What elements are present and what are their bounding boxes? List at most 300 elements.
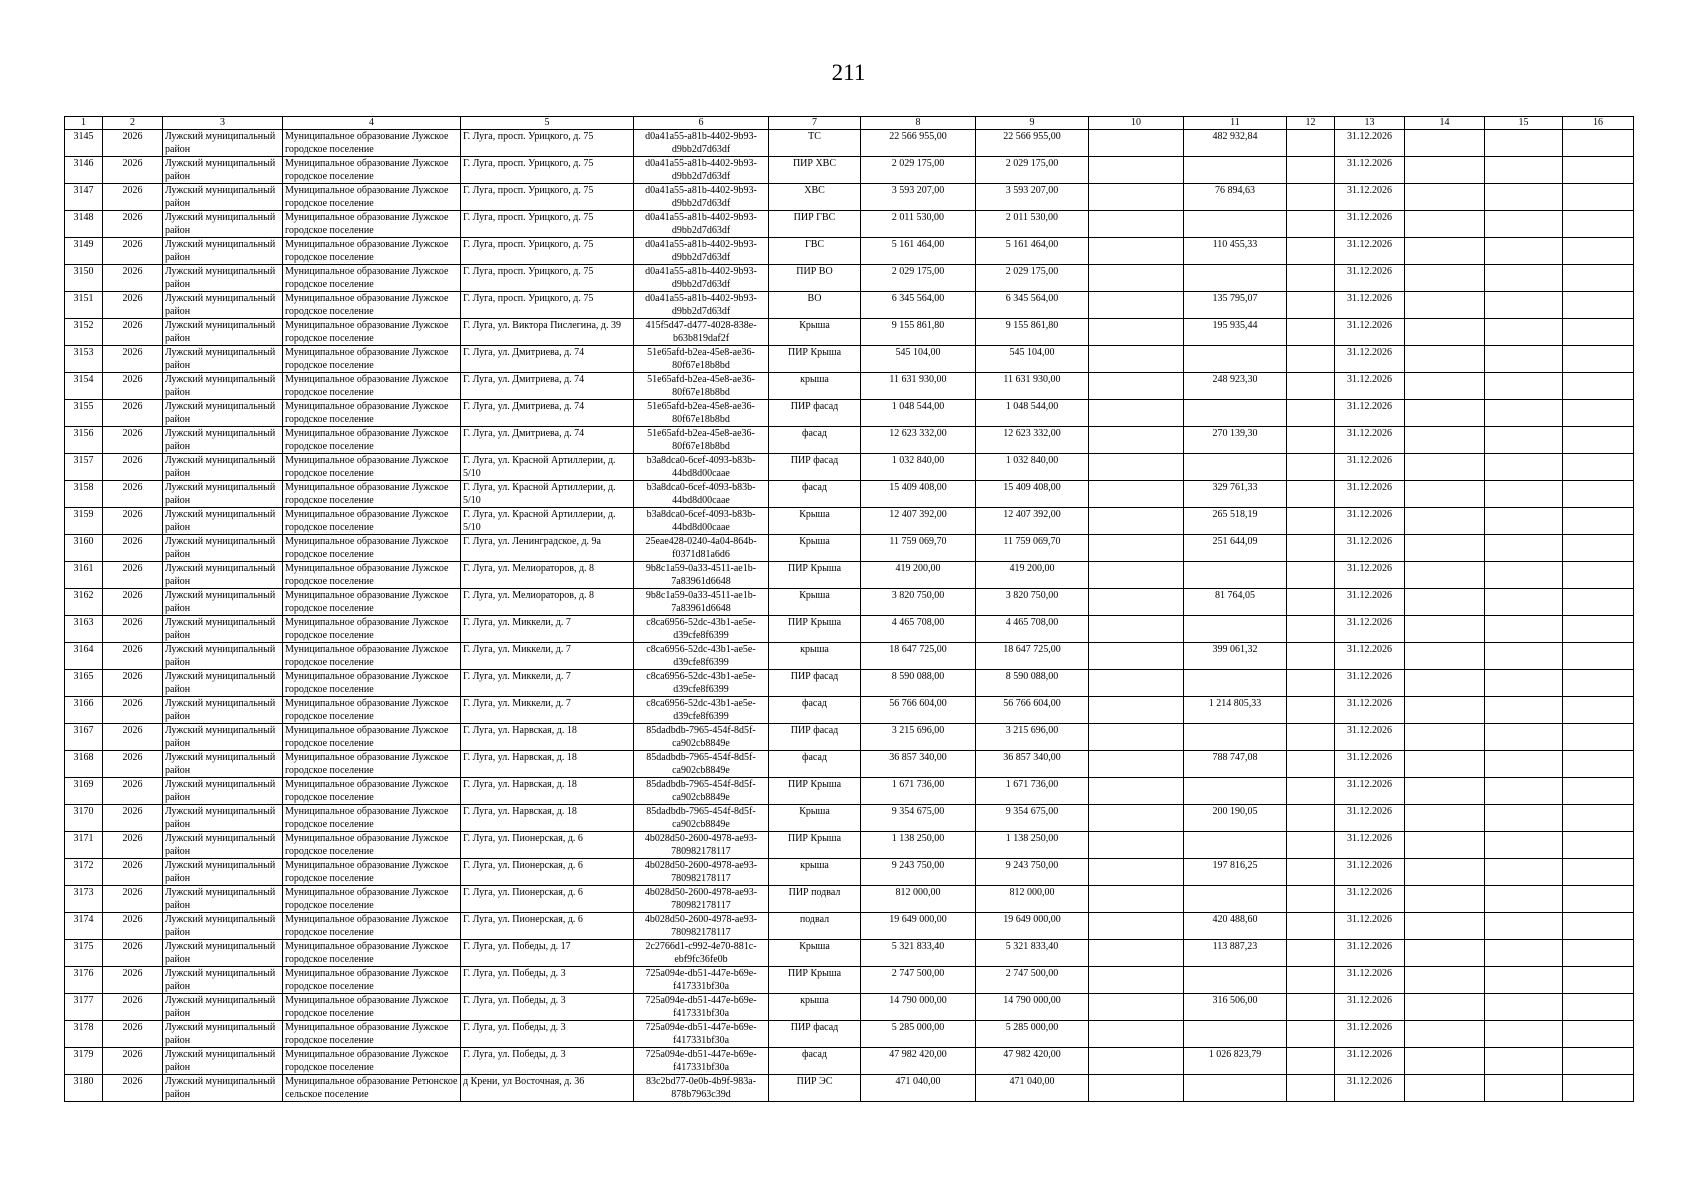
col14-cell	[1405, 616, 1485, 643]
col16-cell	[1563, 427, 1634, 454]
cost-fund-cell: 11 631 930,00	[976, 373, 1089, 400]
year-cell: 2026	[103, 643, 163, 670]
cost-fund-cell: 3 215 696,00	[976, 724, 1089, 751]
row-number: 3157	[65, 454, 103, 481]
address-cell: Г. Луга, ул. Победы, д. 3	[461, 967, 634, 994]
column-header: 1	[65, 117, 103, 130]
deadline-cell: 31.12.2026	[1335, 319, 1405, 346]
col16-cell	[1563, 1048, 1634, 1075]
col16-cell	[1563, 238, 1634, 265]
col11-cell	[1184, 346, 1287, 373]
house-guid-cell: c8ca6956-52dc-43b1-ae5e-d39cfe8f6399	[634, 697, 769, 724]
col10-cell	[1089, 832, 1184, 859]
col10-cell	[1089, 346, 1184, 373]
work-type-cell: фасад	[769, 697, 861, 724]
municipality-cell: Муниципальное образование Лужское городское поселение	[283, 967, 461, 994]
table-row	[65, 535, 1634, 562]
col16-cell	[1563, 373, 1634, 400]
address-cell: Г. Луга, ул. Миккели, д. 7	[461, 643, 634, 670]
cost-total-cell: 18 647 725,00	[861, 643, 976, 670]
work-type-cell: фасад	[769, 481, 861, 508]
col14-cell	[1405, 157, 1485, 184]
house-guid-cell: 4b028d50-2600-4978-ae93-780982178117	[634, 859, 769, 886]
house-guid-cell: 725a094e-db51-447e-b69e-f417331bf30a	[634, 1048, 769, 1075]
col12-cell	[1287, 670, 1335, 697]
municipality-cell: Муниципальное образование Лужское городское поселение	[283, 211, 461, 238]
cost-total-cell: 2 747 500,00	[861, 967, 976, 994]
table-row	[65, 778, 1634, 805]
district-cell: Лужский муниципальный район	[163, 130, 283, 157]
row-number: 3159	[65, 508, 103, 535]
table-row	[65, 400, 1634, 427]
table-body	[65, 130, 1634, 1102]
deadline-cell: 31.12.2026	[1335, 670, 1405, 697]
cost-total-cell: 5 285 000,00	[861, 1021, 976, 1048]
house-guid-cell: c8ca6956-52dc-43b1-ae5e-d39cfe8f6399	[634, 616, 769, 643]
work-type-cell: подвал	[769, 913, 861, 940]
col15-cell	[1485, 1075, 1563, 1102]
cost-total-cell: 2 011 530,00	[861, 211, 976, 238]
year-cell: 2026	[103, 589, 163, 616]
col11-cell	[1184, 616, 1287, 643]
house-guid-cell: 51e65afd-b2ea-45e8-ae36-80f67e18b8bd	[634, 427, 769, 454]
col16-cell	[1563, 724, 1634, 751]
cost-fund-cell: 47 982 420,00	[976, 1048, 1089, 1075]
table-row	[65, 346, 1634, 373]
work-type-cell: крыша	[769, 373, 861, 400]
row-number: 3158	[65, 481, 103, 508]
col10-cell	[1089, 157, 1184, 184]
col10-cell	[1089, 751, 1184, 778]
col10-cell	[1089, 616, 1184, 643]
col10-cell	[1089, 454, 1184, 481]
house-guid-cell: 85dadbdb-7965-454f-8d5f-ca902cb8849e	[634, 805, 769, 832]
address-cell: Г. Луга, ул. Нарвская, д. 18	[461, 751, 634, 778]
table-row	[65, 130, 1634, 157]
col10-cell	[1089, 292, 1184, 319]
work-type-cell: ПИР ЭС	[769, 1075, 861, 1102]
address-cell: Г. Луга, ул. Нарвская, д. 18	[461, 724, 634, 751]
col11-cell: 200 190,05	[1184, 805, 1287, 832]
house-guid-cell: 4b028d50-2600-4978-ae93-780982178117	[634, 913, 769, 940]
municipality-cell: Муниципальное образование Лужское городское поселение	[283, 400, 461, 427]
address-cell: Г. Луга, ул. Нарвская, д. 18	[461, 805, 634, 832]
work-type-cell: ПИР Крыша	[769, 346, 861, 373]
col12-cell	[1287, 373, 1335, 400]
municipality-cell: Муниципальное образование Лужское городское поселение	[283, 454, 461, 481]
col12-cell	[1287, 778, 1335, 805]
municipality-cell: Муниципальное образование Лужское городское поселение	[283, 427, 461, 454]
row-number: 3160	[65, 535, 103, 562]
col16-cell	[1563, 346, 1634, 373]
col11-cell	[1184, 454, 1287, 481]
address-cell: Г. Луга, ул. Миккели, д. 7	[461, 670, 634, 697]
address-cell: Г. Луга, ул. Виктора Пислегина, д. 39	[461, 319, 634, 346]
house-guid-cell: d0a41a55-a81b-4402-9b93-d9bb2d7d63df	[634, 265, 769, 292]
house-guid-cell: d0a41a55-a81b-4402-9b93-d9bb2d7d63df	[634, 292, 769, 319]
house-guid-cell: 25eae428-0240-4a04-864b-f0371d81a6d6	[634, 535, 769, 562]
house-guid-cell: 4b028d50-2600-4978-ae93-780982178117	[634, 832, 769, 859]
work-type-cell: ПИР Крыша	[769, 562, 861, 589]
col10-cell	[1089, 535, 1184, 562]
col14-cell	[1405, 859, 1485, 886]
year-cell: 2026	[103, 130, 163, 157]
district-cell: Лужский муниципальный район	[163, 751, 283, 778]
district-cell: Лужский муниципальный район	[163, 913, 283, 940]
col10-cell	[1089, 319, 1184, 346]
col11-cell: 81 764,05	[1184, 589, 1287, 616]
col15-cell	[1485, 670, 1563, 697]
col12-cell	[1287, 1075, 1335, 1102]
col10-cell	[1089, 130, 1184, 157]
work-type-cell: крыша	[769, 643, 861, 670]
col11-cell: 195 935,44	[1184, 319, 1287, 346]
year-cell: 2026	[103, 832, 163, 859]
house-guid-cell: c8ca6956-52dc-43b1-ae5e-d39cfe8f6399	[634, 643, 769, 670]
col10-cell	[1089, 1075, 1184, 1102]
year-cell: 2026	[103, 481, 163, 508]
row-number: 3152	[65, 319, 103, 346]
col10-cell	[1089, 778, 1184, 805]
work-type-cell: крыша	[769, 994, 861, 1021]
table-row	[65, 751, 1634, 778]
col15-cell	[1485, 373, 1563, 400]
col15-cell	[1485, 319, 1563, 346]
row-number: 3150	[65, 265, 103, 292]
col16-cell	[1563, 481, 1634, 508]
cost-fund-cell: 9 155 861,80	[976, 319, 1089, 346]
deadline-cell: 31.12.2026	[1335, 373, 1405, 400]
col11-cell	[1184, 670, 1287, 697]
row-number: 3175	[65, 940, 103, 967]
col12-cell	[1287, 859, 1335, 886]
row-number: 3163	[65, 616, 103, 643]
col11-cell: 788 747,08	[1184, 751, 1287, 778]
col14-cell	[1405, 697, 1485, 724]
house-guid-cell: 415f5d47-d477-4028-838e-b63b819daf2f	[634, 319, 769, 346]
district-cell: Лужский муниципальный район	[163, 994, 283, 1021]
table-row	[65, 238, 1634, 265]
cost-fund-cell: 545 104,00	[976, 346, 1089, 373]
cost-fund-cell: 22 566 955,00	[976, 130, 1089, 157]
col11-cell	[1184, 724, 1287, 751]
col15-cell	[1485, 751, 1563, 778]
col16-cell	[1563, 643, 1634, 670]
col14-cell	[1405, 670, 1485, 697]
col16-cell	[1563, 751, 1634, 778]
row-number: 3162	[65, 589, 103, 616]
district-cell: Лужский муниципальный район	[163, 643, 283, 670]
cost-total-cell: 2 029 175,00	[861, 265, 976, 292]
table-row	[65, 832, 1634, 859]
col11-cell: 316 506,00	[1184, 994, 1287, 1021]
deadline-cell: 31.12.2026	[1335, 832, 1405, 859]
cost-fund-cell: 9 243 750,00	[976, 859, 1089, 886]
year-cell: 2026	[103, 157, 163, 184]
deadline-cell: 31.12.2026	[1335, 967, 1405, 994]
col14-cell	[1405, 940, 1485, 967]
work-type-cell: Крыша	[769, 535, 861, 562]
col14-cell	[1405, 265, 1485, 292]
col15-cell	[1485, 1021, 1563, 1048]
col14-cell	[1405, 130, 1485, 157]
cost-total-cell: 11 759 069,70	[861, 535, 976, 562]
deadline-cell: 31.12.2026	[1335, 1021, 1405, 1048]
col15-cell	[1485, 589, 1563, 616]
col12-cell	[1287, 481, 1335, 508]
cost-total-cell: 15 409 408,00	[861, 481, 976, 508]
address-cell: Г. Луга, ул. Мелиораторов, д. 8	[461, 589, 634, 616]
row-number: 3170	[65, 805, 103, 832]
col15-cell	[1485, 157, 1563, 184]
col16-cell	[1563, 1075, 1634, 1102]
table-row	[65, 670, 1634, 697]
col15-cell	[1485, 454, 1563, 481]
municipality-cell: Муниципальное образование Лужское городское поселение	[283, 832, 461, 859]
year-cell: 2026	[103, 778, 163, 805]
deadline-cell: 31.12.2026	[1335, 697, 1405, 724]
col15-cell	[1485, 940, 1563, 967]
district-cell: Лужский муниципальный район	[163, 508, 283, 535]
col11-cell	[1184, 400, 1287, 427]
work-type-cell: ХВС	[769, 184, 861, 211]
col16-cell	[1563, 670, 1634, 697]
row-number: 3155	[65, 400, 103, 427]
municipality-cell: Муниципальное образование Лужское городское поселение	[283, 778, 461, 805]
year-cell: 2026	[103, 670, 163, 697]
cost-total-cell: 9 354 675,00	[861, 805, 976, 832]
work-type-cell: Крыша	[769, 589, 861, 616]
row-number: 3174	[65, 913, 103, 940]
col11-cell	[1184, 1021, 1287, 1048]
address-cell: Г. Луга, ул. Пионерская, д. 6	[461, 913, 634, 940]
deadline-cell: 31.12.2026	[1335, 859, 1405, 886]
house-guid-cell: 85dadbdb-7965-454f-8d5f-ca902cb8849e	[634, 724, 769, 751]
cost-fund-cell: 12 623 332,00	[976, 427, 1089, 454]
table-row	[65, 1075, 1634, 1102]
col10-cell	[1089, 400, 1184, 427]
col10-cell	[1089, 886, 1184, 913]
district-cell: Лужский муниципальный район	[163, 832, 283, 859]
address-cell: Г. Луга, ул. Победы, д. 17	[461, 940, 634, 967]
column-header: 7	[769, 117, 861, 130]
col14-cell	[1405, 481, 1485, 508]
table-row	[65, 697, 1634, 724]
deadline-cell: 31.12.2026	[1335, 886, 1405, 913]
col11-cell	[1184, 886, 1287, 913]
year-cell: 2026	[103, 562, 163, 589]
col12-cell	[1287, 400, 1335, 427]
col12-cell	[1287, 616, 1335, 643]
cost-total-cell: 5 161 464,00	[861, 238, 976, 265]
municipality-cell: Муниципальное образование Лужское городское поселение	[283, 643, 461, 670]
municipality-cell: Муниципальное образование Лужское городское поселение	[283, 751, 461, 778]
house-guid-cell: 4b028d50-2600-4978-ae93-780982178117	[634, 886, 769, 913]
col11-cell	[1184, 562, 1287, 589]
work-type-cell: ПИР фасад	[769, 1021, 861, 1048]
table-row	[65, 886, 1634, 913]
col16-cell	[1563, 832, 1634, 859]
table-row	[65, 643, 1634, 670]
work-type-cell: ПИР фасад	[769, 724, 861, 751]
col16-cell	[1563, 859, 1634, 886]
row-number: 3161	[65, 562, 103, 589]
data-table	[64, 116, 1634, 1102]
col16-cell	[1563, 697, 1634, 724]
municipality-cell: Муниципальное образование Лужское городское поселение	[283, 238, 461, 265]
address-cell: Г. Луга, ул. Красной Артиллерии, д. 5/10	[461, 508, 634, 535]
col12-cell	[1287, 994, 1335, 1021]
col11-cell: 399 061,32	[1184, 643, 1287, 670]
table-row	[65, 454, 1634, 481]
cost-total-cell: 1 138 250,00	[861, 832, 976, 859]
cost-total-cell: 22 566 955,00	[861, 130, 976, 157]
cost-fund-cell: 1 032 840,00	[976, 454, 1089, 481]
district-cell: Лужский муниципальный район	[163, 157, 283, 184]
row-number: 3169	[65, 778, 103, 805]
col12-cell	[1287, 940, 1335, 967]
row-number: 3166	[65, 697, 103, 724]
col12-cell	[1287, 724, 1335, 751]
cost-fund-cell: 36 857 340,00	[976, 751, 1089, 778]
cost-fund-cell: 2 011 530,00	[976, 211, 1089, 238]
col12-cell	[1287, 292, 1335, 319]
col14-cell	[1405, 1048, 1485, 1075]
col14-cell	[1405, 427, 1485, 454]
col10-cell	[1089, 211, 1184, 238]
address-cell: Г. Луга, ул. Пионерская, д. 6	[461, 886, 634, 913]
deadline-cell: 31.12.2026	[1335, 589, 1405, 616]
table-row	[65, 1048, 1634, 1075]
col16-cell	[1563, 211, 1634, 238]
row-number: 3153	[65, 346, 103, 373]
col16-cell	[1563, 319, 1634, 346]
col12-cell	[1287, 589, 1335, 616]
district-cell: Лужский муниципальный район	[163, 211, 283, 238]
work-type-cell: ПИР Крыша	[769, 778, 861, 805]
municipality-cell: Муниципальное образование Лужское городское поселение	[283, 589, 461, 616]
col10-cell	[1089, 589, 1184, 616]
work-type-cell: ПИР фасад	[769, 454, 861, 481]
col12-cell	[1287, 886, 1335, 913]
col16-cell	[1563, 265, 1634, 292]
address-cell: Г. Луга, ул. Дмитриева, д. 74	[461, 427, 634, 454]
row-number: 3165	[65, 670, 103, 697]
work-type-cell: ПИР Крыша	[769, 967, 861, 994]
deadline-cell: 31.12.2026	[1335, 400, 1405, 427]
col15-cell	[1485, 805, 1563, 832]
col16-cell	[1563, 157, 1634, 184]
year-cell: 2026	[103, 211, 163, 238]
column-header: 9	[976, 117, 1089, 130]
district-cell: Лужский муниципальный район	[163, 184, 283, 211]
work-type-cell: ПИР фасад	[769, 670, 861, 697]
address-cell: Г. Луга, ул. Дмитриева, д. 74	[461, 373, 634, 400]
col16-cell	[1563, 562, 1634, 589]
address-cell: Г. Луга, ул. Ленинградское, д. 9а	[461, 535, 634, 562]
col14-cell	[1405, 184, 1485, 211]
year-cell: 2026	[103, 319, 163, 346]
col15-cell	[1485, 238, 1563, 265]
cost-fund-cell: 19 649 000,00	[976, 913, 1089, 940]
col14-cell	[1405, 724, 1485, 751]
column-header: 10	[1089, 117, 1184, 130]
address-cell: Г. Луга, просп. Урицкого, д. 75	[461, 238, 634, 265]
col10-cell	[1089, 697, 1184, 724]
deadline-cell: 31.12.2026	[1335, 562, 1405, 589]
work-type-cell: ГВС	[769, 238, 861, 265]
district-cell: Лужский муниципальный район	[163, 373, 283, 400]
col15-cell	[1485, 346, 1563, 373]
row-number: 3145	[65, 130, 103, 157]
row-number: 3168	[65, 751, 103, 778]
cost-fund-cell: 3 593 207,00	[976, 184, 1089, 211]
col12-cell	[1287, 1021, 1335, 1048]
column-header: 2	[103, 117, 163, 130]
col14-cell	[1405, 778, 1485, 805]
work-type-cell: ПИР ВО	[769, 265, 861, 292]
col14-cell	[1405, 346, 1485, 373]
work-type-cell: Крыша	[769, 508, 861, 535]
cost-total-cell: 9 243 750,00	[861, 859, 976, 886]
col12-cell	[1287, 427, 1335, 454]
cost-total-cell: 1 671 736,00	[861, 778, 976, 805]
col16-cell	[1563, 508, 1634, 535]
municipality-cell: Муниципальное образование Лужское городское поселение	[283, 319, 461, 346]
col10-cell	[1089, 238, 1184, 265]
col15-cell	[1485, 859, 1563, 886]
cost-fund-cell: 2 029 175,00	[976, 265, 1089, 292]
col10-cell	[1089, 373, 1184, 400]
col14-cell	[1405, 886, 1485, 913]
cost-fund-cell: 9 354 675,00	[976, 805, 1089, 832]
col12-cell	[1287, 562, 1335, 589]
col11-cell	[1184, 211, 1287, 238]
cost-fund-cell: 2 747 500,00	[976, 967, 1089, 994]
col11-cell	[1184, 967, 1287, 994]
col14-cell	[1405, 1021, 1485, 1048]
address-cell: Г. Луга, ул. Пионерская, д. 6	[461, 859, 634, 886]
cost-fund-cell: 5 161 464,00	[976, 238, 1089, 265]
col15-cell	[1485, 697, 1563, 724]
work-type-cell: ВО	[769, 292, 861, 319]
col10-cell	[1089, 562, 1184, 589]
col12-cell	[1287, 265, 1335, 292]
col11-cell: 113 887,23	[1184, 940, 1287, 967]
row-number: 3178	[65, 1021, 103, 1048]
cost-total-cell: 471 040,00	[861, 1075, 976, 1102]
cost-total-cell: 419 200,00	[861, 562, 976, 589]
col11-cell	[1184, 778, 1287, 805]
col16-cell	[1563, 616, 1634, 643]
col10-cell	[1089, 481, 1184, 508]
year-cell: 2026	[103, 535, 163, 562]
col11-cell: 270 139,30	[1184, 427, 1287, 454]
column-header: 6	[634, 117, 769, 130]
col11-cell	[1184, 832, 1287, 859]
district-cell: Лужский муниципальный район	[163, 778, 283, 805]
table-row	[65, 508, 1634, 535]
house-guid-cell: 83c2bd77-0e0b-4b9f-983a-878b7963c39d	[634, 1075, 769, 1102]
cost-fund-cell: 8 590 088,00	[976, 670, 1089, 697]
col14-cell	[1405, 967, 1485, 994]
cost-total-cell: 9 155 861,80	[861, 319, 976, 346]
col14-cell	[1405, 994, 1485, 1021]
work-type-cell: ПИР ГВС	[769, 211, 861, 238]
column-header: 13	[1335, 117, 1405, 130]
table-row	[65, 805, 1634, 832]
deadline-cell: 31.12.2026	[1335, 508, 1405, 535]
